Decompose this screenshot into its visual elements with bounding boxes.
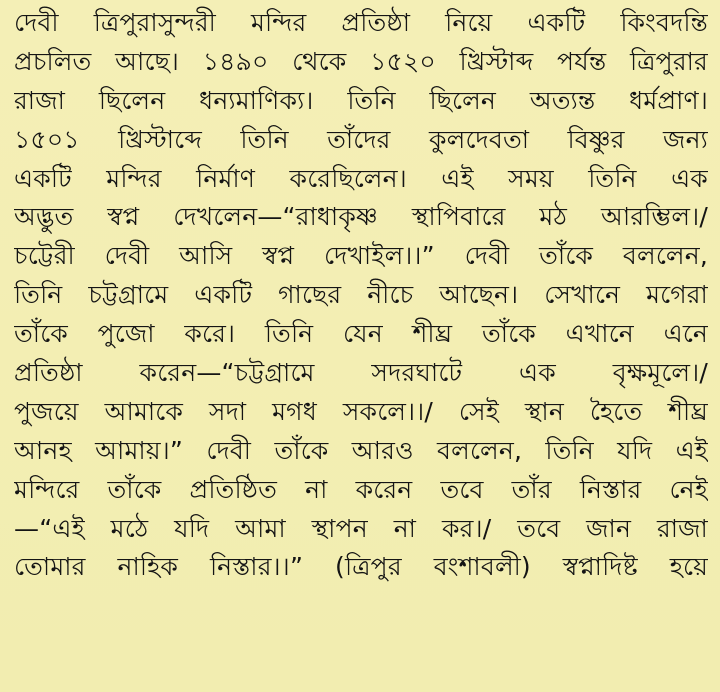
text-line-2: প্রচলিত আছে। ১৪৯০ থেকে ১৫২০ খ্রিস্টাব্দ পর্যন্ত ত্রিপুরার (14, 46, 708, 76)
text-line-13: মন্দিরে তাঁকে প্রতিষ্ঠিত না করেন তবে তাঁর নিস্তার নেই (14, 474, 708, 504)
text-line-11: পুজয়ে আমাকে সদা মগধ সকলে।।/ সেই স্থান হৈতে শীঘ্র (14, 396, 708, 426)
text-line-4: ১৫০১ খ্রিস্টাব্দে তিনি তাঁদের কুলদেবতা বিষ্ণুর জন্য (14, 124, 708, 154)
text-line-5: একটি মন্দির নির্মাণ করেছিলেন। এই সময় তিনি এক (14, 163, 708, 193)
text-line-12: আনহ আমায়।” দেবী তাঁকে আরও বললেন, তিনি যদি এই (14, 435, 708, 465)
text-line-8: তিনি চট্টগ্রামে একটি গাছের নীচে আছেন। সেখানে মগেরা (14, 280, 708, 310)
text-line-14: —“এই মঠে যদি আমা স্থাপন না কর।/ তবে জান রাজা (14, 513, 708, 543)
text-line-6: অদ্ভুত স্বপ্ন দেখলেন—“রাধাকৃষ্ণ স্থাপিবারে মঠ আরম্ভিল।/ (14, 202, 708, 232)
text-line-9: তাঁকে পুজো করে। তিনি যেন শীঘ্র তাঁকে এখানে এনে (14, 319, 708, 349)
text-line-7: চট্টেরী দেবী আসি স্বপ্ন দেখাইল।।” দেবী তাঁকে বললেন, (14, 241, 708, 271)
text-line-10: প্রতিষ্ঠা করেন—“চট্টগ্রামে সদরঘাটে এক বৃক্ষমূলে।/ (14, 358, 708, 388)
body-text (14, 4, 708, 587)
text-line-15: তোমার নাহিক নিস্তার।।” (ত্রিপুর বংশাবলী) স্বপ্নাদিষ্ট হয়ে (14, 552, 708, 582)
text-line-1: দেবী ত্রিপুরাসুন্দরী মন্দির প্রতিষ্ঠা নিয়ে একটি কিংবদন্তি (14, 8, 708, 37)
text-line-3: রাজা ছিলেন ধন্যমাণিক্য। তিনি ছিলেন অত্যন্ত ধর্মপ্রাণ। (14, 85, 708, 115)
